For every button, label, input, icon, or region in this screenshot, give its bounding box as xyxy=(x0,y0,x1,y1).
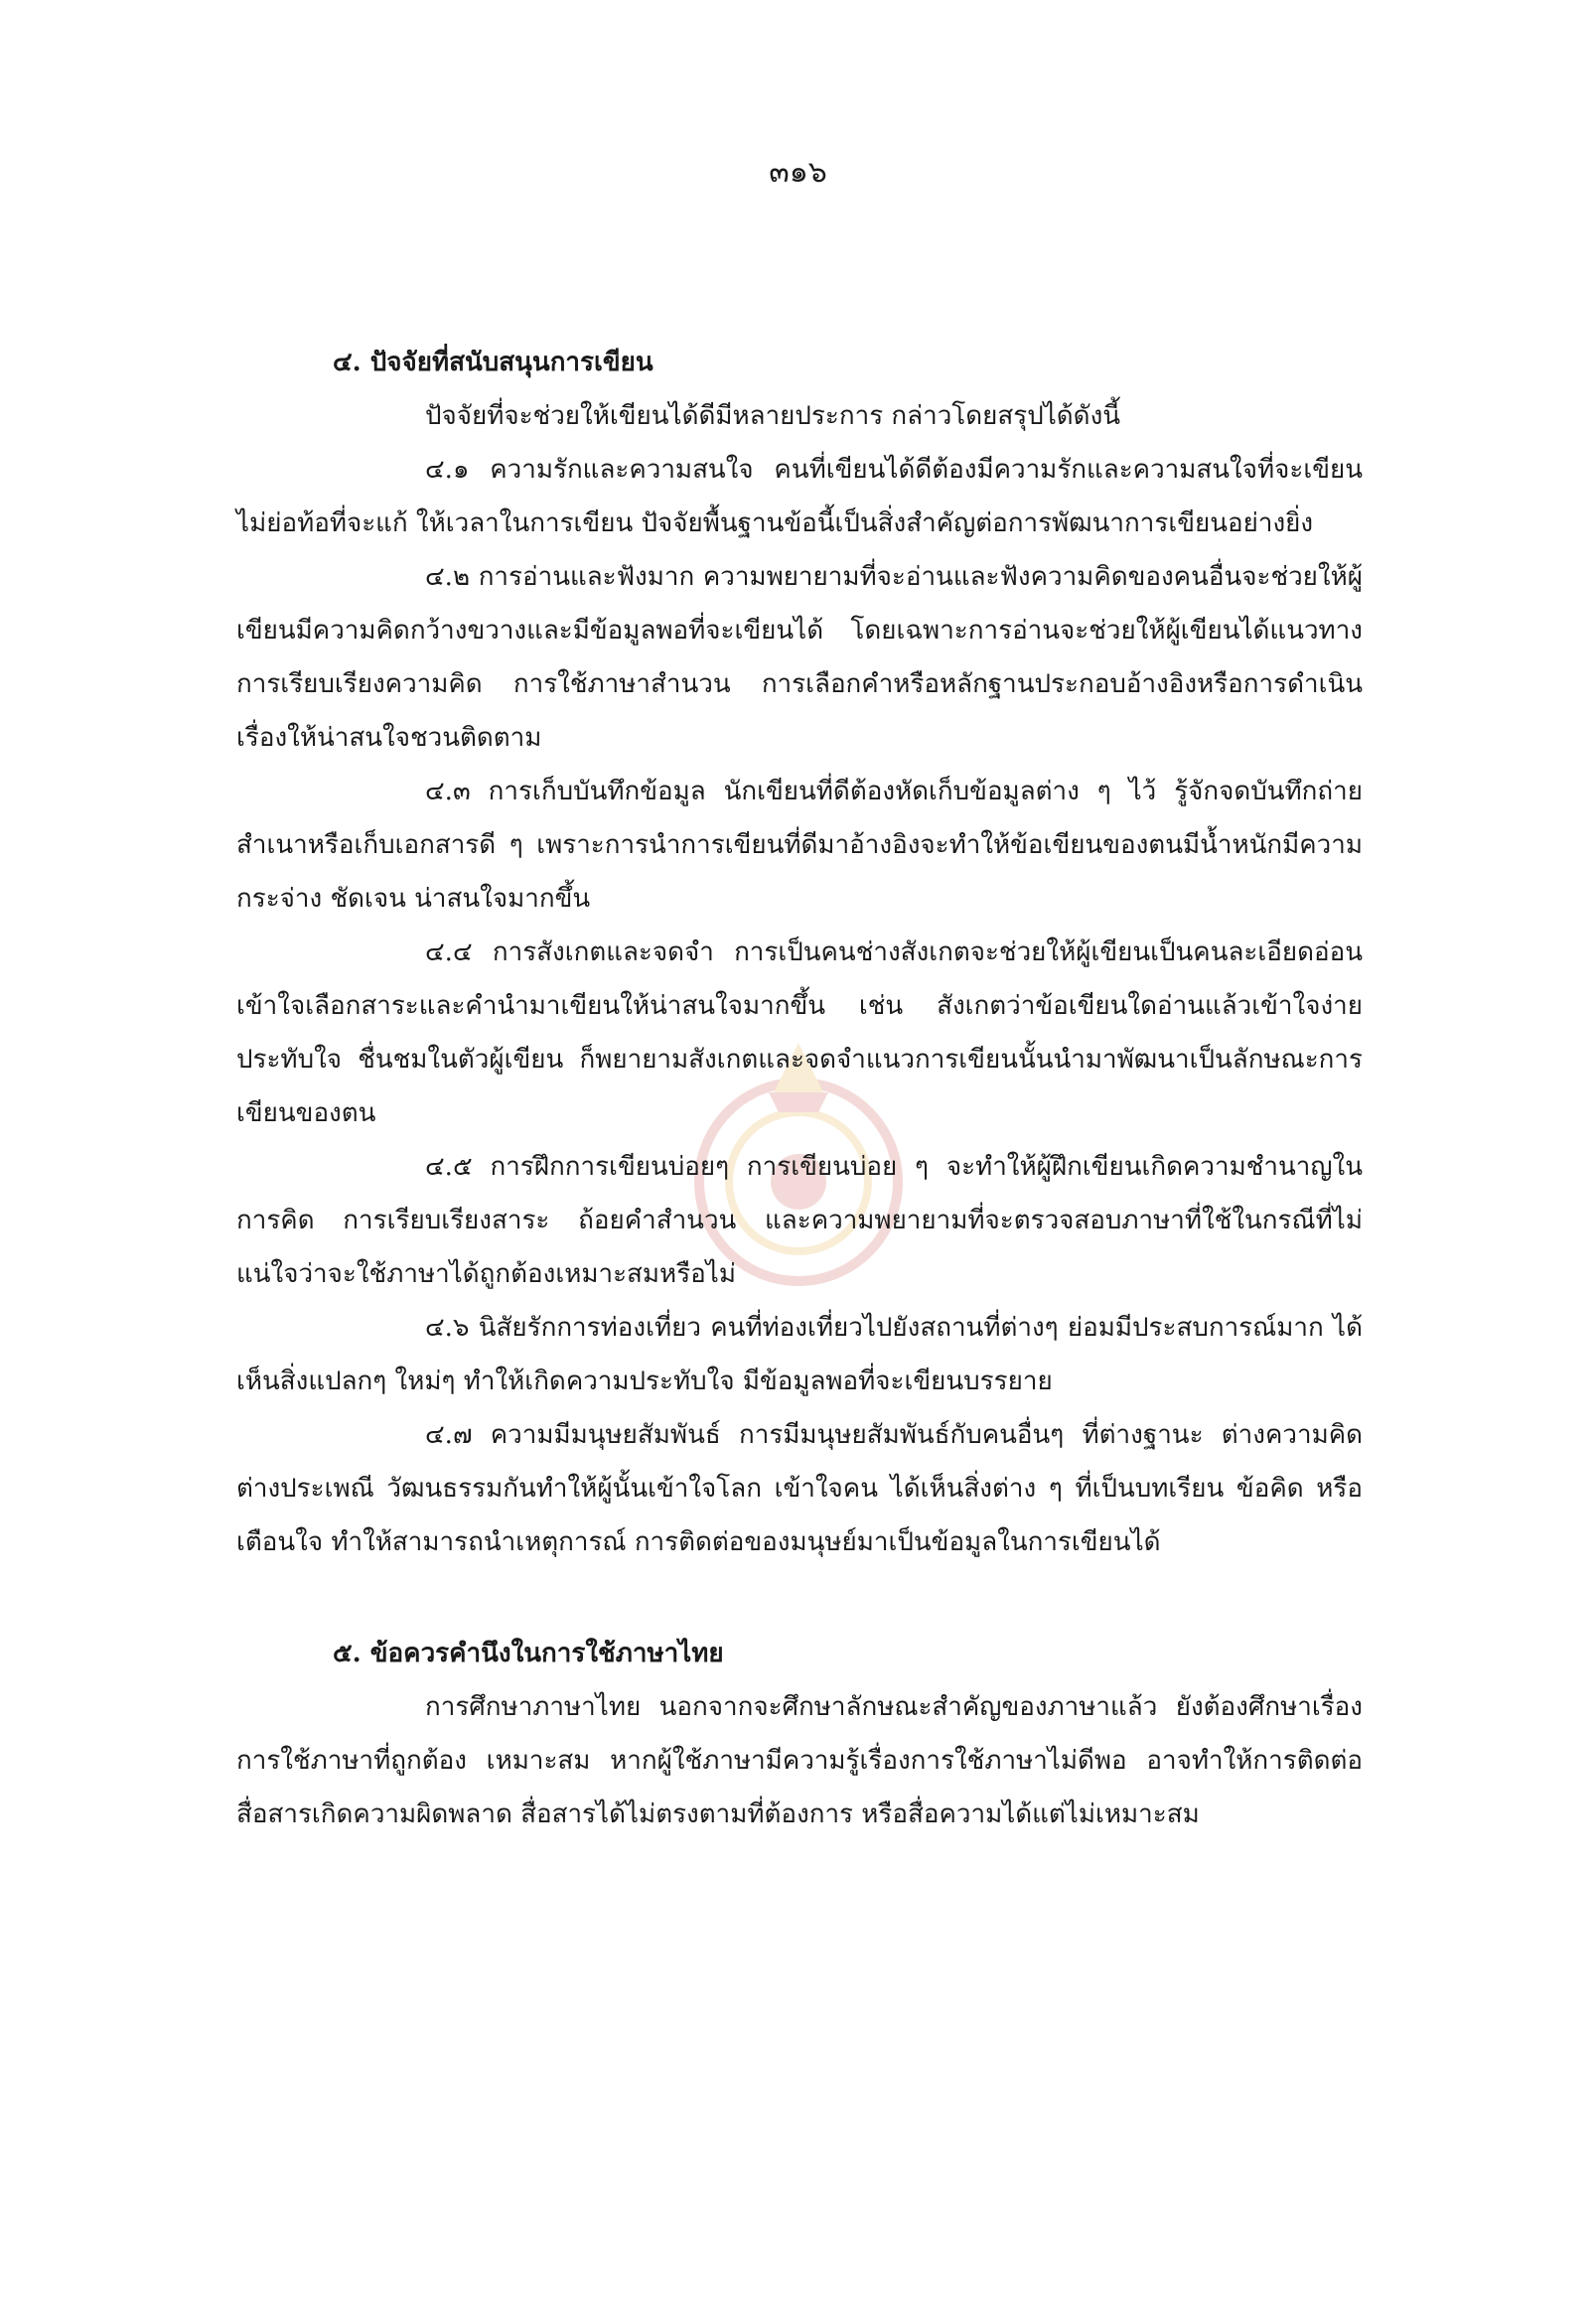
section-spacer xyxy=(236,1569,1363,1627)
page-number: ๓๑๖ xyxy=(769,155,827,190)
section-4-item-2: ๔.๒ การอ่านและฟังมาก ความพยายามที่จะอ่านและฟังความคิดของคนอื่นจะช่วยให้ผู้เขียนมีความคิดกว้างขวางและมีข้อมูลพอที่จะเขียนได้ โดยเฉพาะการอ่านจะช่วยให้ผู้เขียนได้แนวทางการเรียบเรียงความคิด การใช้ภาษาสำนวน การเลือกคำหรือหลักฐานประกอบอ้างอิงหรือการดำเนินเรื่องให้น่าสนใจชวนติดตาม xyxy=(236,562,1363,753)
section-4-item-5: ๔.๕ การฝึกการเขียนบ่อยๆ การเขียนบ่อย ๆ จะทำให้ผู้ฝึกเขียนเกิดความชำนาญในการคิด การเรียบเรียงสาระ ถ้อยคำสำนวน และความพยายามที่จะตรวจสอบภาษาที่ใช้ในกรณีที่ไม่แน่ใจว่าจะใช้ภาษาได้ถูกต้องเหมาะสมหรือไม่ xyxy=(236,1152,1363,1289)
section-4-item-1: ๔.๑ ความรักและความสนใจ คนที่เขียนได้ดีต้องมีความรักและความสนใจที่จะเขียน ไม่ย่อท้อที่จะแก้ ให้เวลาในการเขียน ปัจจัยพื้นฐานข้อนี้เป็นสิ่งสำคัญต่อการพัฒนาการเขียนอย่างยิ่ง xyxy=(236,455,1363,538)
section-heading-4: ๔. ปัจจัยที่สนับสนุนการเขียน xyxy=(333,348,653,377)
section-4-item-3: ๔.๓ การเก็บบันทึกข้อมูล นักเขียนที่ดีต้องหัดเก็บข้อมูลต่าง ๆ ไว้ รู้จักจดบันทึกถ่ายสำเนาหรือเก็บเอกสารดี ๆ เพราะการนำการเขียนที่ดีมาอ้างอิงจะทำให้ข้อเขียนของตนมีน้ำหนักมีความกระจ่าง ชัดเจน น่าสนใจมากขึ้น xyxy=(236,777,1363,914)
section-5-paragraph: การศึกษาภาษาไทย นอกจากจะศึกษาลักษณะสำคัญของภาษาแล้ว ยังต้องศึกษาเรื่องการใช้ภาษาที่ถูกต้อง เหมาะสม หากผู้ใช้ภาษามีความรู้เรื่องการใช้ภาษาไม่ดีพอ อาจทำให้การติดต่อสื่อสารเกิดความผิดพลาด สื่อสารได้ไม่ตรงตามที่ต้องการ หรือสื่อความได้แต่ไม่เหมาะสม xyxy=(236,1692,1363,1829)
document-body xyxy=(236,336,1363,1841)
section-4-item-7: ๔.๗ ความมีมนุษยสัมพันธ์ การมีมนุษยสัมพันธ์กับคนอื่นๆ ที่ต่างฐานะ ต่างความคิด ต่างประเพณี วัฒนธรรมกันทำให้ผู้นั้นเข้าใจโลก เข้าใจคน ได้เห็นสิ่งต่าง ๆ ที่เป็นบทเรียน ข้อคิด หรือเตือนใจ ทำให้สามารถนำเหตุการณ์ การติดต่อของมนุษย์มาเป็นข้อมูลในการเขียนได้ xyxy=(236,1420,1363,1557)
section-4-item-4: ๔.๔ การสังเกตและจดจำ การเป็นคนช่างสังเกตจะช่วยให้ผู้เขียนเป็นคนละเอียดอ่อนเข้าใจเลือกสาระและคำนำมาเขียนให้น่าสนใจมากขึ้น เช่น สังเกตว่าข้อเขียนใดอ่านแล้วเข้าใจง่าย ประทับใจ ชื่นชมในตัวผู้เขียน ก็พยายามสังเกตและจดจำแนวการเขียนนั้นนำมาพัฒนาเป็นลักษณะการเขียนของตน xyxy=(236,937,1363,1128)
section-4-item-6: ๔.๖ นิสัยรักการท่องเที่ยว คนที่ท่องเที่ยวไปยังสถานที่ต่างๆ ย่อมมีประสบการณ์มาก ได้เห็นสิ่งแปลกๆ ใหม่ๆ ทำให้เกิดความประทับใจ มีข้อมูลพอที่จะเขียนบรรยาย xyxy=(236,1313,1363,1396)
section-4-intro: ปัจจัยที่จะช่วยให้เขียนได้ดีมีหลายประการ กล่าวโดยสรุปได้ดังนี้ xyxy=(425,401,1121,431)
section-heading-5: ๕. ข้อควรคำนึงในการใช้ภาษาไทย xyxy=(333,1639,724,1668)
